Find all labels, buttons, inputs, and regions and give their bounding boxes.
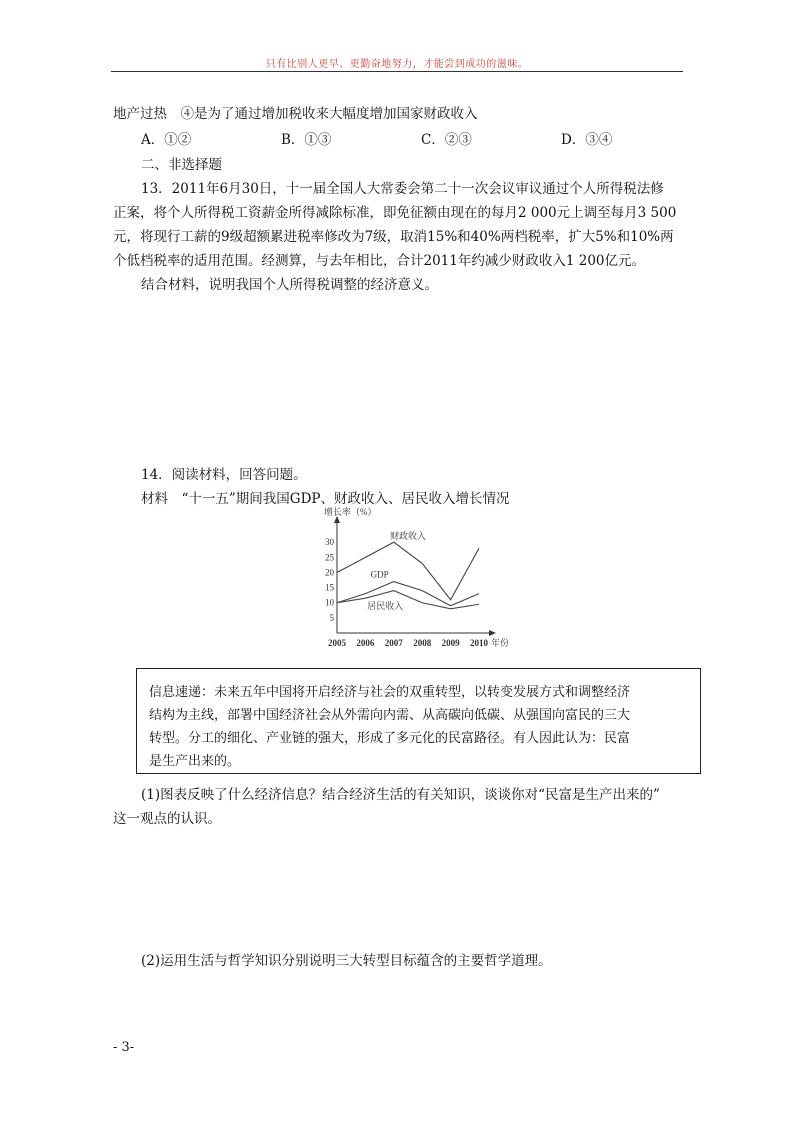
y-tick-label: 20 [325, 567, 334, 578]
header-motto: 只有比别人更早、更勤奋地努力，才能尝到成功的滋味。 [265, 59, 529, 70]
growth-chart [318, 503, 508, 663]
info-line-2: 结构为主线，部署中国经济社会从外需向内需、从高碳向低碳、从强国向富民的三大 [149, 708, 631, 723]
q14-sub1-line-1: (1)图表反映了什么经济信息？结合经济生活的有关知识，谈谈你对“民富是生产出来的” [141, 787, 660, 803]
x-tick-label: 2009 [441, 638, 460, 648]
info-box [136, 668, 701, 774]
x-axis-arrow [489, 630, 496, 636]
x-tick-label: 2008 [413, 638, 432, 648]
series-label: GDP [370, 569, 389, 580]
q12-tail: 地产过热 ④是为了通过增加税收来大幅度增加国家财政收入 [113, 106, 478, 122]
info-line-3: 转型。分工的细化、产业链的强大，形成了多元化的民富路径。有人因此认为：民富 [149, 731, 631, 746]
q14-material: 材料 “十一五”期间我国GDP、财政收入、居民收入增长情况 [141, 491, 510, 507]
y-tick-label: 10 [325, 597, 334, 608]
info-line-1: 信息速递：未来五年中国将开启经济与社会的双重转型，以转变发展方式和调整经济 [149, 685, 631, 700]
series-line-1 [337, 542, 479, 600]
page-number: - 3- [113, 1040, 135, 1055]
q13-line-3: 元，将现行工薪的9级超额累进税率修改为7级，取消15%和40%两档税率，扩大5%和10%两 [113, 229, 674, 245]
series-label: 财政收入 [389, 530, 427, 541]
q14-title: 14．阅读材料，回答问题。 [141, 467, 307, 483]
header-rule [111, 71, 683, 72]
q14-sub2: (2)运用生活与哲学知识分别说明三大转型目标蕴含的主要哲学道理。 [141, 953, 552, 969]
x-tick-label: 2010 [470, 638, 488, 648]
q12-option-d: D．③④ [561, 132, 613, 148]
x-tick-label: 2007 [384, 638, 403, 648]
y-tick-label: 15 [325, 582, 334, 593]
q12-option-b: B．①③ [281, 132, 332, 148]
y-axis-label: 增长率（%） [324, 507, 377, 517]
section-title: 二、非选择题 [141, 157, 222, 173]
y-axis-arrow [334, 516, 340, 523]
q13-line-4: 个低档税率的适用范围。经测算，与去年相比，合计2011年约减少财政收入1 200亿元。 [113, 253, 646, 269]
info-line-4: 是生产出来的。 [149, 754, 241, 769]
q13-line-1: 13．2011年6月30日，十一届全国人大常委会第二十一次会议审议通过个人所得税法修 [141, 181, 664, 197]
y-tick-label: 5 [329, 612, 334, 623]
series-line-2 [337, 582, 479, 606]
q14-sub1-line-2: 这一观点的认识。 [113, 811, 221, 827]
x-axis-label: 年份 [491, 638, 508, 648]
q12-option-c: C．②③ [421, 132, 472, 148]
y-tick-label: 30 [325, 537, 334, 548]
series-label: 居民收入 [367, 600, 404, 611]
series-line-3 [337, 591, 479, 609]
x-tick-label: 2005 [328, 638, 346, 648]
q13-line-2: 正案，将个人所得税工资薪金所得减除标准，即免征额由现在的每月2 000元上调至每月3 500 [113, 205, 677, 221]
y-tick-label: 25 [325, 552, 334, 563]
q12-option-a: A．①② [141, 132, 192, 148]
growth-chart-svg [318, 503, 508, 663]
x-tick-label: 2006 [356, 638, 375, 648]
q13-prompt: 结合材料，说明我国个人所得税调整的经济意义。 [141, 277, 438, 293]
